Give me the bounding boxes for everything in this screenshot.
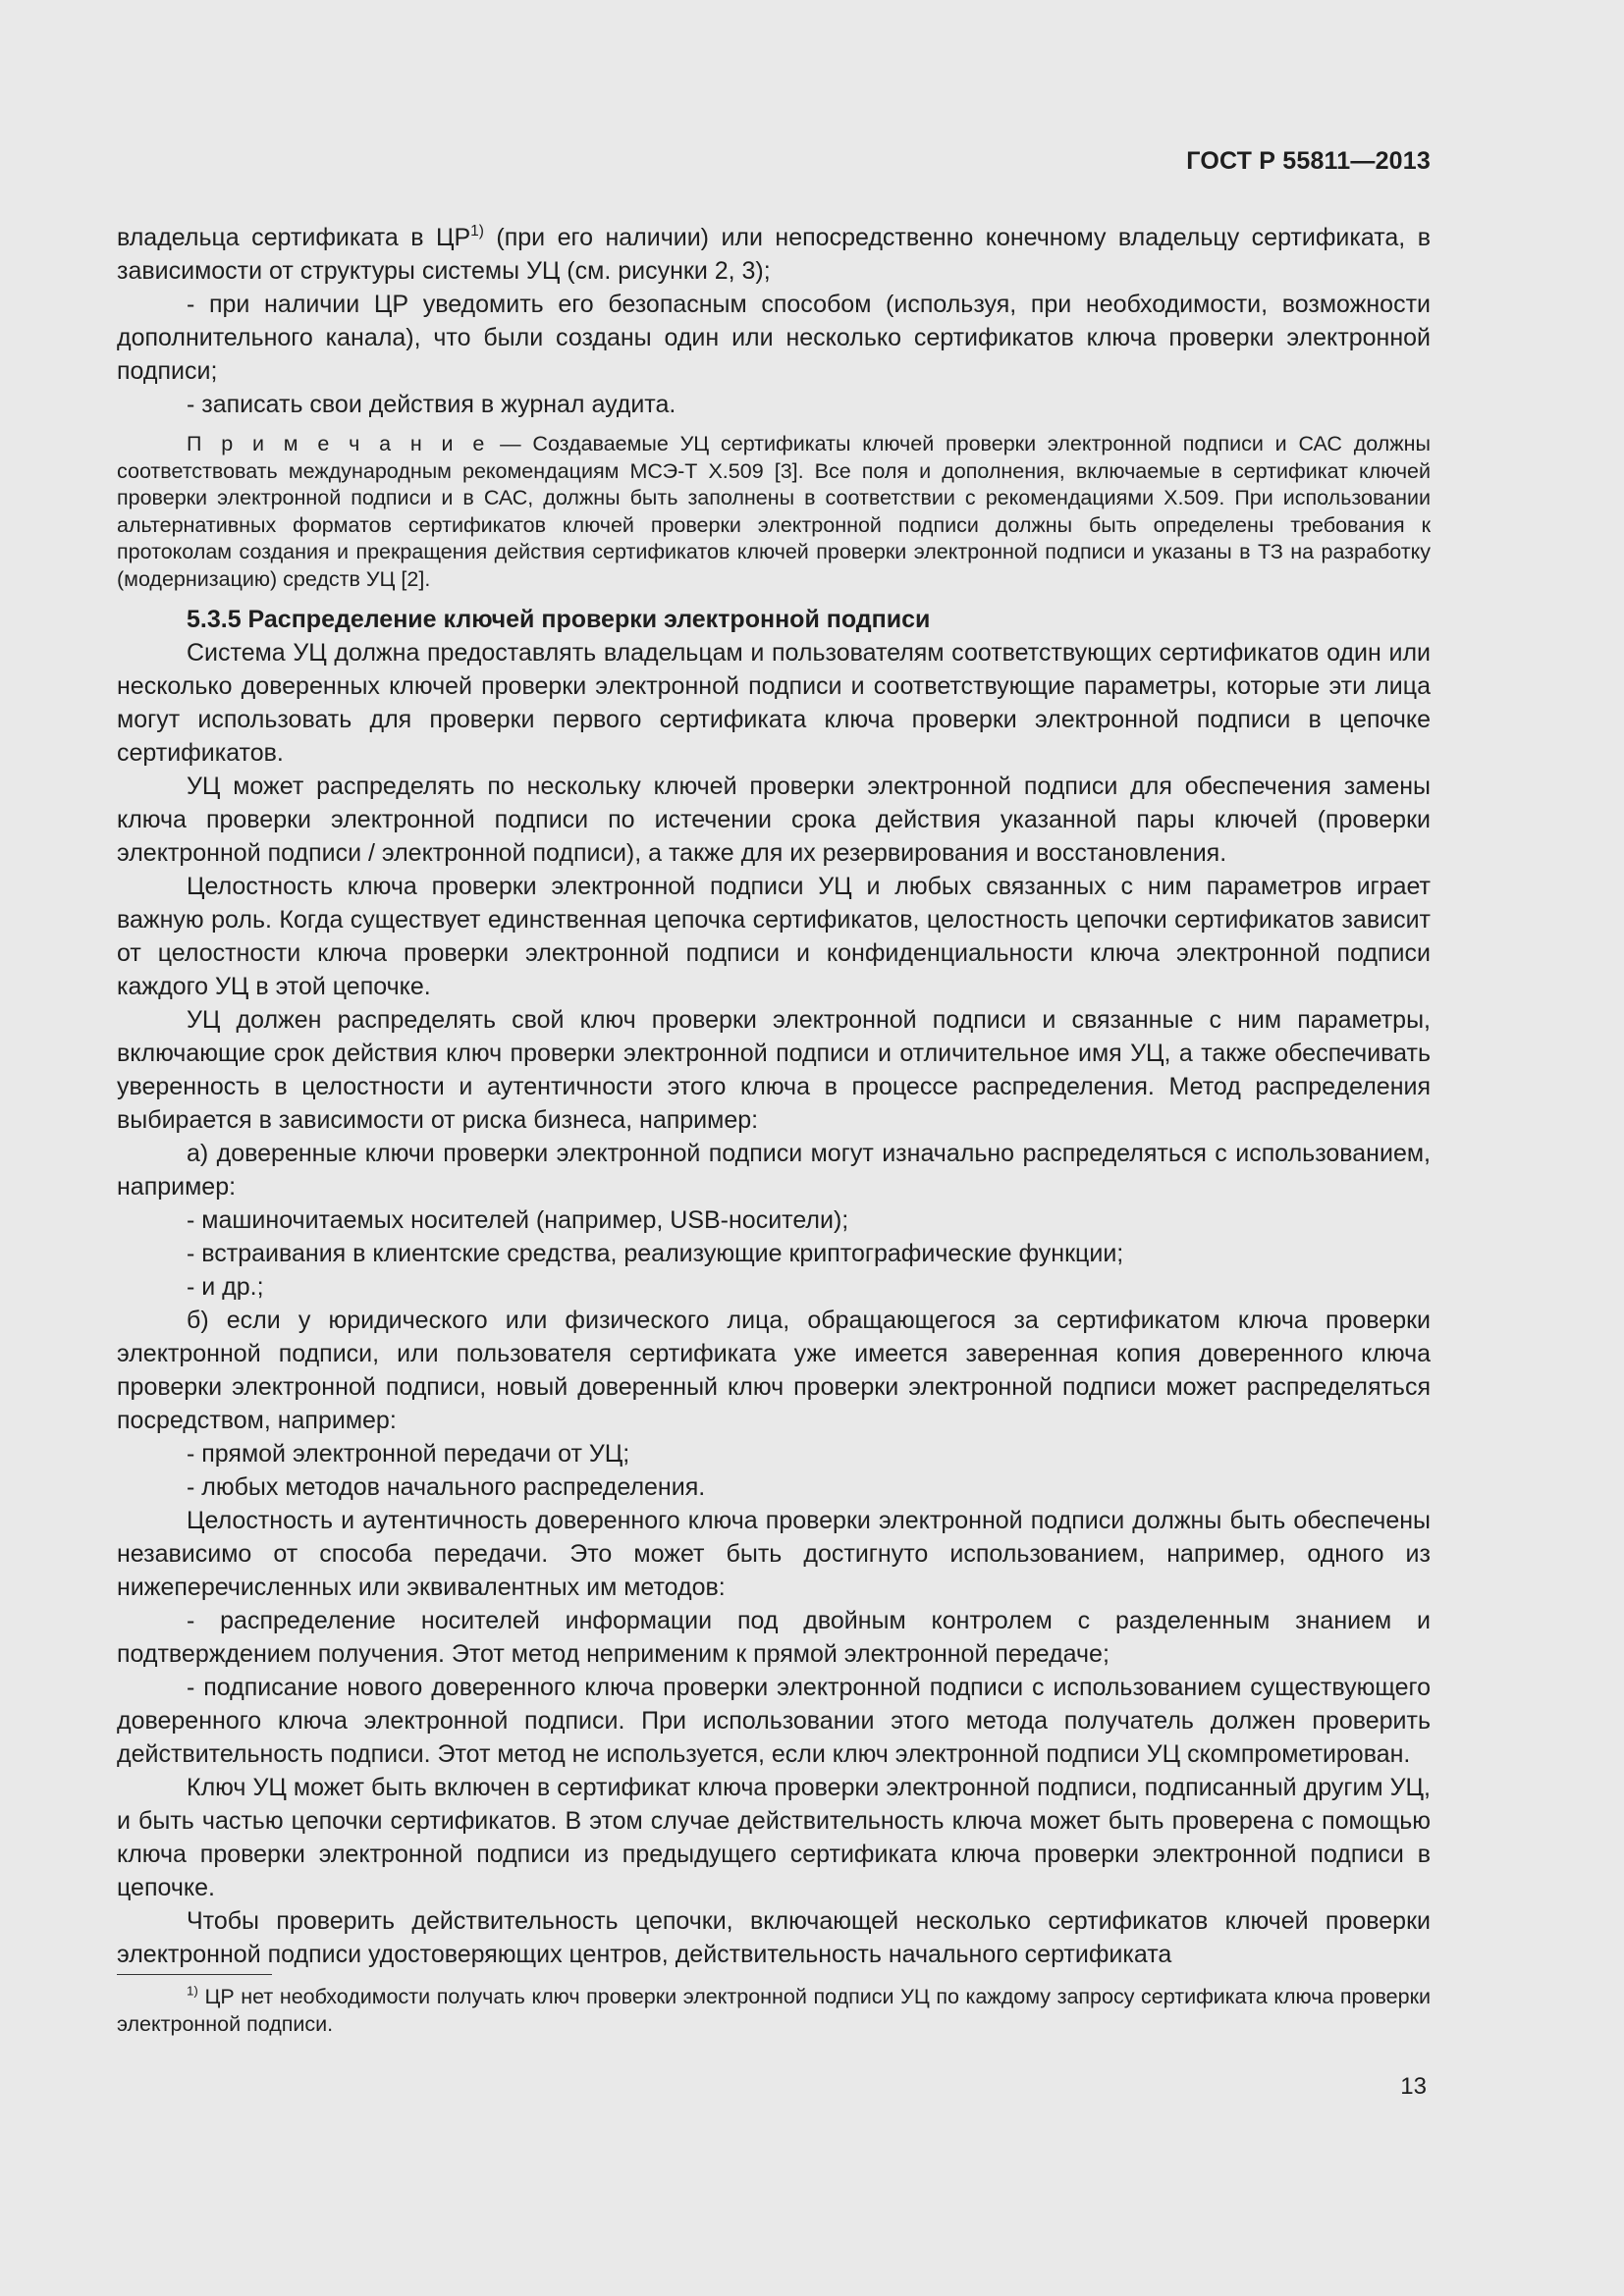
note-text: — Создаваемые УЦ сертификаты ключей проверки электронной подписи и САС должны соответствовать международным рекомендациям МСЭ-Т Х.509 [3]. Все поля и дополнения, включаемые в сертификат ключей проверки электронной подписи и в САС, должны быть заполнены в соответствии с рекомендациями Х.509. При использовании альтернативных форматов сертификатов ключей проверки электронной подписи должны быть определены требования к протоколам создания и прекращения действия сертификатов ключей проверки электронной подписи и указаны в ТЗ на разработку (модернизацию) средств УЦ [2]. xyxy=(117,432,1431,591)
paragraph-continuation xyxy=(117,221,1431,288)
footnote-marker: 1) xyxy=(187,1983,198,1999)
paragraph: Ключ УЦ может быть включен в сертификат ключа проверки электронной подписи, подписанный другим УЦ, и быть частью цепочки сертификатов. В этом случае действительность ключа может быть проверена с помощью ключа проверки электронной подписи из предыдущего сертификата ключа проверки электронной подписи в цепочке. xyxy=(117,1774,1431,1901)
list-item: - записать свои действия в журнал аудита. xyxy=(187,391,677,418)
standard-header: ГОСТ Р 55811—2013 xyxy=(1186,147,1431,175)
page-number: 13 xyxy=(1400,2073,1427,2100)
paragraph: Чтобы проверить действительность цепочки, включающей несколько сертификатов ключей проверки электронной подписи удостоверяющих центров, действительность начального сертификата xyxy=(117,1907,1431,1968)
list-item: - любых методов начального распределения. xyxy=(187,1473,706,1501)
paragraph: Целостность и аутентичность доверенного ключа проверки электронной подписи должны быть обеспечены независимо от способа передачи. Это может быть достигнуто использованием, например, одного из нижеперечисленных или эквивалентных им методов: xyxy=(117,1507,1431,1601)
paragraph: УЦ должен распределять свой ключ проверки электронной подписи и связанные с ним параметры, включающие срок действия ключ проверки электронной подписи и отличительное имя УЦ, а также обеспечивать уверенность в целостности и аутентичности этого ключа в процессе распределения. Метод распределения выбирается в зависимости от риска бизнеса, например: xyxy=(117,1006,1431,1134)
paragraph: Система УЦ должна предоставлять владельцам и пользователям соответствующих сертификатов один или несколько доверенных ключей проверки электронной подписи и соответствующие параметры, которые эти лица могут использовать для проверки первого сертификата ключа проверки электронной подписи в цепочке сертификатов. xyxy=(117,639,1431,767)
footnote-text: ЦР нет необходимости получать ключ проверки электронной подписи УЦ по каждому запросу сертификата ключа проверки электронной подписи. xyxy=(117,1985,1431,2036)
paragraph-text: (при его наличии) или непосредственно конечному владельцу сертификата, в зависимости от структуры системы УЦ (см. рисунки 2, 3); xyxy=(117,224,1431,285)
list-item: а) доверенные ключи проверки электронной подписи могут изначально распределяться с использованием, например: xyxy=(117,1140,1431,1201)
footnote-reference: 1) xyxy=(470,222,484,240)
list-item: - при наличии ЦР уведомить его безопасным способом (используя, при необходимости, возможности дополнительного канала), что были созданы один или несколько сертификатов ключа проверки электронной подписи; xyxy=(117,291,1431,385)
note-label: П р и м е ч а н и е xyxy=(187,432,489,455)
note xyxy=(117,431,1431,593)
list-item: б) если у юридического или физического лица, обращающегося за сертификатом ключа проверки электронной подписи, или пользователя сертификата уже имеется заверенная копия доверенного ключа проверки электронной подписи, новый доверенный ключ проверки электронной подписи может распределяться посредством, например: xyxy=(117,1307,1431,1434)
list-item: - встраивания в клиентские средства, реализующие криптографические функции; xyxy=(187,1240,1124,1267)
footnote-divider xyxy=(117,1974,272,1975)
paragraph: УЦ может распределять по нескольку ключей проверки электронной подписи для обеспечения замены ключа проверки электронной подписи по истечении срока действия указанной пары ключей (проверки электронной подписи / электронной подписи), а также для их резервирования и восстановления. xyxy=(117,773,1431,867)
list-item: - подписание нового доверенного ключа проверки электронной подписи с использованием существующего доверенного ключа электронной подписи. При использовании этого метода получатель должен проверить действительность подписи. Этот метод не используется, если ключ электронной подписи УЦ скомпрометирован. xyxy=(117,1674,1431,1768)
section-heading: 5.3.5 Распределение ключей проверки электронной подписи xyxy=(187,606,931,633)
list-item: - и др.; xyxy=(187,1273,264,1301)
paragraph-text: владельца сертификата в ЦР xyxy=(117,224,471,251)
document-body xyxy=(117,221,1431,2038)
list-item: - машиночитаемых носителей (например, USB-носители); xyxy=(187,1206,849,1234)
list-item: - прямой электронной передачи от УЦ; xyxy=(187,1440,630,1468)
paragraph: Целостность ключа проверки электронной подписи УЦ и любых связанных с ним параметров играет важную роль. Когда существует единственная цепочка сертификатов, целостность цепочки сертификатов зависит от целостности ключа проверки электронной подписи и конфиденциальности ключа электронной подписи каждого УЦ в этой цепочке. xyxy=(117,873,1431,1000)
list-item: - распределение носителей информации под двойным контролем с разделенным знанием и подтверждением получения. Этот метод неприменим к прямой электронной передаче; xyxy=(117,1607,1431,1668)
footnote xyxy=(117,1983,1431,2038)
